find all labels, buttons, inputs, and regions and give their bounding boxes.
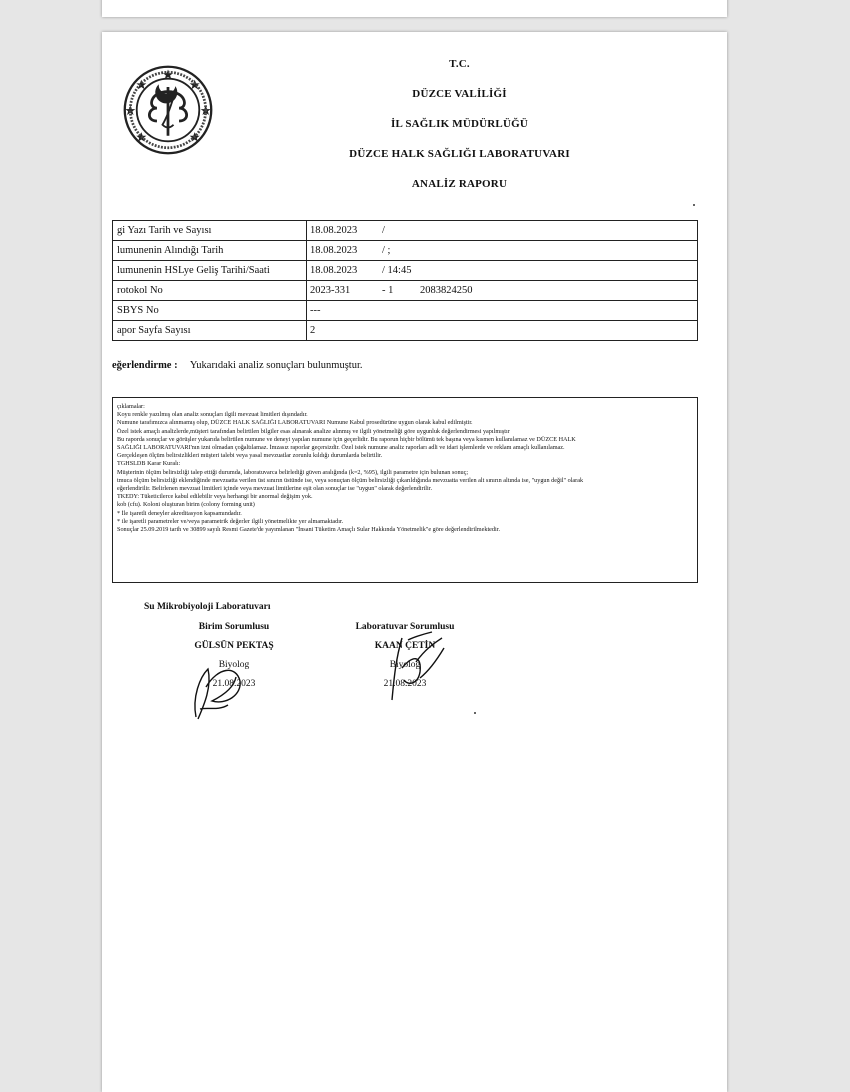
row-label: apor Sayfa Sayısı — [113, 321, 307, 341]
signature-title: Biyolog — [218, 660, 250, 670]
previous-page — [102, 0, 727, 17]
note-line: kob (cfu). Koloni oluşturan birim (colony forming unit) — [117, 501, 255, 509]
report-info-table — [112, 220, 698, 341]
row-value: 18.08.2023 / ; — [307, 241, 698, 261]
note-line: eğerlendirilir. Belirlenen mevzuat limitleri içinde veya mevzuat limitlerine eşit olan sonuçlar ise "uygun" olarak değerlendirilir. — [117, 485, 433, 493]
header-report-title: ANALİZ RAPORU — [411, 178, 508, 190]
signature-name: KAAN ÇETİN — [374, 641, 436, 651]
signature-title: Biyolog — [389, 660, 421, 670]
handwritten-signature-icon — [372, 628, 452, 703]
row-label: SBYS No — [113, 301, 307, 321]
table-row — [113, 221, 698, 241]
row-value: --- — [307, 301, 698, 321]
row-value: 2023-331 - 1 2083824250 — [307, 281, 698, 301]
header-mudurluk: İL SAĞLIK MÜDÜRLÜĞÜ — [390, 118, 529, 130]
note-line: * ile işaretli parametreler ve/veya parametrik değerler ilgili yönetmelikte yer almamaktadır. — [117, 517, 344, 525]
evaluation — [112, 360, 363, 371]
lab-title: Su Mikrobiyoloji Laboratuvarı — [144, 602, 271, 612]
note-line: TKEDY: Tüketicilerce kabul edilebilir veya herhangi bir anormal değişim yok. — [117, 493, 313, 501]
note-line: çıklamalar: — [117, 403, 145, 410]
signature-date: 21.08.2023 — [383, 679, 427, 689]
note-line: Numune tarafımızca alınmamış olup, DÜZCE HALK SAĞLIĞI LABORATUVARI Numune Kabul prosedürüne uygun olarak kabul edilmiştir. — [117, 419, 473, 427]
note-line: SAĞLIĞI LABORATUVARI'nın izni olmadan çoğaltılamaz. İmzasız raporlar geçersizdir. Özel istek numune analiz raporları adli ve idari işlemlerde ve reklam amaçlı kullanılamaz. — [117, 444, 565, 452]
note-line: Özel istek amaçlı analizlerde,müşteri tarafından belirtilen bilgiler esas alınarak analize alınmış ve ilgili yönetmeliği göre uygunluk değerlendirmesi yapılmıştır — [117, 427, 510, 435]
note-line: * İle işaretli deneyler akreditasyon kapsamındadır. — [117, 509, 242, 517]
note-line: Bu raporda sonuçlar ve görüşler yukarıda belirtilen numune ve deneyi yapılan numune için geçerlidir. Bu raporun hiçbir bölümü tek başına veya kısmen kullanılamaz ve DÜZCE HALK — [117, 435, 576, 443]
note-line: Sonuçlar 25.09.2019 tarih ve 30899 sayılı Resmi Gazete'de yayımlanan "İnsani Tüketim Amaçlı Sular Hakkında Yönetmelik"e göre değerlendirilmektedir. — [117, 526, 500, 534]
evaluation-label: eğerlendirme : — [112, 360, 178, 371]
signature-role: Laboratuvar Sorumlusu — [355, 622, 455, 632]
row-value: 18.08.2023 / 14:45 — [307, 261, 698, 281]
row-label: lumunenin Alındığı Tarih — [113, 241, 307, 261]
table-row — [113, 301, 698, 321]
signature-name: GÜLSÜN PEKTAŞ — [194, 641, 274, 651]
note-line: TGHSLDB Karar Kuralı: — [117, 460, 181, 468]
note-line: Müşterinin ölçüm belirsizliği talep ettiği durumda, laboratuvarca belirlediği güven aralığında (k=2, %95), ilgili parametre için bulunan sonuç; — [117, 468, 469, 476]
report-page — [102, 32, 727, 1092]
note-line: Gerçekleşen ölçüm belirsizlikleri müşteri talebi veya yasal mevzuatlar zorunlu kıldığı durumlarda belirtilir. — [117, 452, 383, 460]
row-label: rotokol No — [113, 281, 307, 301]
table-row — [113, 241, 698, 261]
row-label: gi Yazı Tarih ve Sayısı — [113, 221, 307, 241]
ministry-of-health-seal-icon — [122, 64, 214, 156]
explanations-box — [112, 397, 698, 583]
signature-role: Birim Sorumlusu — [198, 622, 270, 632]
evaluation-text: Yukarıdaki analiz sonuçları bulunmuştur. — [189, 360, 363, 371]
header-tc: T.C. — [449, 58, 470, 70]
table-row — [113, 281, 698, 301]
row-value: 2 — [307, 321, 698, 341]
signature-date: 21.08.2023 — [212, 679, 256, 689]
header-valilik: DÜZCE VALİLİĞİ — [412, 88, 507, 100]
note-line: Koyu renkle yazılmış olan analiz sonuçları ilgili mevzuat limitleri dışındadır. — [117, 411, 308, 419]
note-line: tmuca ölçüm belirsizliği eklendiğinde mevzuatta verilen üst sınırın üstünde ise, veya sonuçtan ölçüm belirsizliği çıkarıldığında mevzuatta verilen alt sınırın altında ise, "uygun değil" olarak — [117, 476, 584, 484]
table-row — [113, 261, 698, 281]
row-value: 18.08.2023 / — [307, 221, 698, 241]
table-row — [113, 321, 698, 341]
row-label: lumunenin HSLye Geliş Tarihi/Saati — [113, 261, 307, 281]
header-laboratory: DÜZCE HALK SAĞLIĞI LABORATUVARI — [349, 148, 570, 160]
handwritten-signature-icon — [178, 647, 258, 722]
